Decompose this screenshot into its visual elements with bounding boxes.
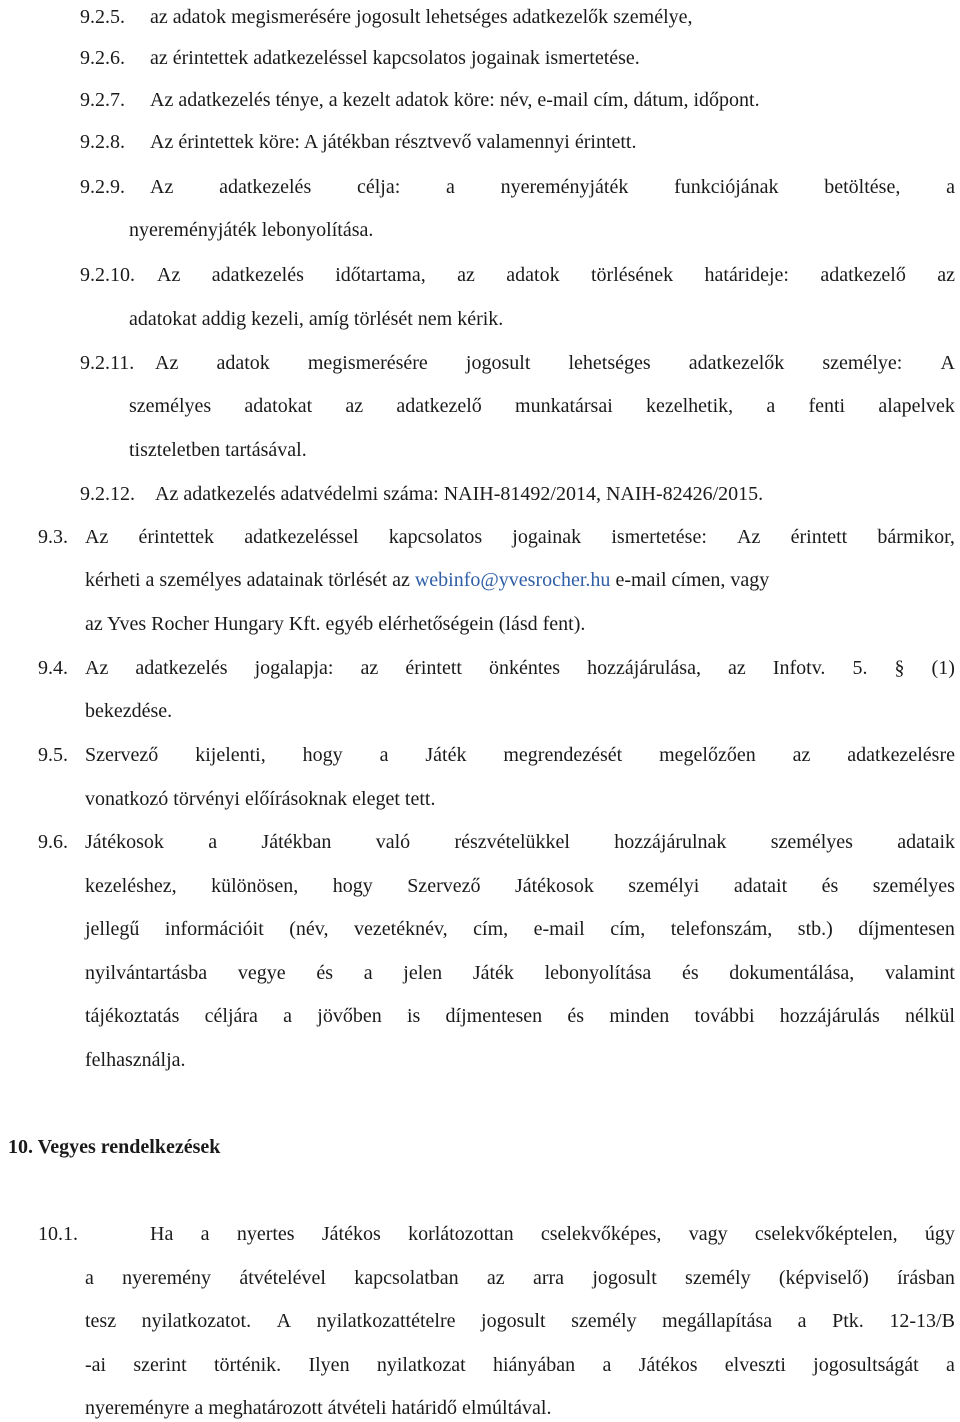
word: Infotv. xyxy=(772,657,826,679)
word: lebonyolítása xyxy=(544,962,652,984)
word: Az xyxy=(155,352,179,374)
justified-line xyxy=(85,655,955,681)
word: 5. xyxy=(852,657,868,679)
word: cselekvőképes, xyxy=(540,1223,662,1245)
word: 12-13/B xyxy=(889,1310,955,1332)
word: a xyxy=(602,1354,612,1376)
word: jogosult xyxy=(465,352,531,374)
word: az xyxy=(345,395,364,417)
word: jogosult xyxy=(481,1310,546,1332)
word: alapelvek xyxy=(878,395,955,417)
word: kezelhetik, xyxy=(645,395,734,417)
section-text: Az érintettek köre: A játékban résztvevő valamennyi érintett. xyxy=(150,131,637,153)
word: Játékos xyxy=(638,1354,698,1376)
word: úgy xyxy=(924,1223,955,1245)
section-text: az érintettek adatkezeléssel kapcsolatos jogainak ismertetése. xyxy=(150,47,640,69)
word: nyereményjáték xyxy=(500,176,629,198)
word: jogosultságát xyxy=(813,1354,919,1376)
word: A xyxy=(940,352,955,374)
section-number: 9.6. xyxy=(38,831,68,853)
section-text: az Yves Rocher Hungary Kft. egyéb elérhetőségein (lásd fent). xyxy=(85,613,586,635)
word: az xyxy=(360,657,379,679)
word: személy xyxy=(685,1267,751,1289)
word: adatkezelés xyxy=(219,176,312,198)
word: vegye xyxy=(237,962,286,984)
word: a xyxy=(283,1005,293,1027)
word: Játékban xyxy=(261,831,332,853)
section-number: 9.2.6. xyxy=(80,47,125,69)
word: megelőzően xyxy=(659,744,756,766)
word: Szervező xyxy=(407,875,481,897)
section-number: 9.2.11. xyxy=(80,352,135,374)
word: nyertes xyxy=(236,1223,295,1245)
email-link[interactable]: webinfo@yvesrocher.hu xyxy=(414,569,611,591)
section-text xyxy=(85,567,769,593)
word: megismerésére xyxy=(307,352,428,374)
word: Szervező xyxy=(85,744,159,766)
word: ismertetése: xyxy=(611,526,707,548)
word: (név, xyxy=(289,918,329,940)
word: a xyxy=(946,176,955,198)
word: Az xyxy=(157,264,181,286)
word: lehetséges xyxy=(568,352,651,374)
word: jelen xyxy=(403,962,443,984)
word: (képviselő) xyxy=(778,1267,869,1289)
word: a xyxy=(766,395,776,417)
word: információit xyxy=(164,918,264,940)
word: érintett xyxy=(405,657,462,679)
word: a xyxy=(379,744,389,766)
word: átvételével xyxy=(239,1267,326,1289)
section-text: bekezdése. xyxy=(85,700,173,722)
word: megállapítása xyxy=(662,1310,773,1332)
word: időtartama, xyxy=(335,264,426,286)
section-text: Az adatkezelés adatvédelmi száma: NAIH-81492/2014, NAIH-82426/2015. xyxy=(155,483,764,505)
word: jogosult xyxy=(592,1267,657,1289)
section-number: 9.2.9. xyxy=(80,176,125,198)
word: jellegű xyxy=(85,918,140,940)
word: hozzájárulás xyxy=(779,1005,880,1027)
word: a xyxy=(946,1354,955,1376)
word: (1) xyxy=(931,657,955,679)
word: adatkezelés xyxy=(211,264,304,286)
section-text: tiszteletben tartásával. xyxy=(129,439,307,461)
word: jövőben xyxy=(317,1005,382,1027)
word: Játékos xyxy=(321,1223,381,1245)
section-number: 10.1. xyxy=(38,1223,78,1245)
word: kijelenti, xyxy=(195,744,266,766)
section-number: 9.2.10. xyxy=(80,264,135,286)
word: személye: xyxy=(822,352,903,374)
word: elveszti xyxy=(724,1354,786,1376)
word: adatait xyxy=(733,875,788,897)
word: Játékosok xyxy=(514,875,594,897)
word: különösen, xyxy=(211,875,299,897)
word: Az xyxy=(85,526,109,548)
word: Az xyxy=(150,176,174,198)
justified-line xyxy=(85,1265,955,1291)
word: tesz xyxy=(85,1310,117,1332)
word: Ha xyxy=(150,1223,174,1245)
justified-line xyxy=(85,873,955,899)
word: a xyxy=(797,1310,807,1332)
word: Az xyxy=(737,526,761,548)
word: nyilatkozat xyxy=(376,1354,466,1376)
word: adataik xyxy=(897,831,955,853)
word: adatkezelésre xyxy=(847,744,955,766)
word: minden xyxy=(609,1005,670,1027)
word: személyes xyxy=(872,875,955,897)
word: Ptk. xyxy=(832,1310,864,1332)
section-number: 9.2.8. xyxy=(80,131,125,153)
word: a xyxy=(363,962,373,984)
justified-line xyxy=(85,742,955,768)
word: történik. xyxy=(213,1354,282,1376)
word: vezetéknév, xyxy=(354,918,448,940)
word: a xyxy=(85,1267,94,1289)
word: való xyxy=(375,831,411,853)
justified-line xyxy=(85,524,955,550)
word: a xyxy=(200,1223,210,1245)
word: adatkezelés xyxy=(135,657,228,679)
word: valamint xyxy=(884,962,955,984)
justified-line xyxy=(155,350,955,376)
section-heading: 10. Vegyes rendelkezések xyxy=(8,1136,221,1158)
word: és xyxy=(681,962,699,984)
word: díjmentesen xyxy=(858,918,955,940)
word: A xyxy=(276,1310,292,1332)
section-number: 9.2.5. xyxy=(80,6,125,28)
word: írásban xyxy=(897,1267,955,1289)
justified-line xyxy=(85,1003,955,1029)
word: fenti xyxy=(808,395,846,417)
word: kapcsolatban xyxy=(354,1267,459,1289)
word: jogainak xyxy=(512,526,582,548)
word: törlésének xyxy=(590,264,674,286)
word: is xyxy=(406,1005,421,1027)
word: vagy xyxy=(688,1223,728,1245)
word: adatokat xyxy=(244,395,313,417)
word: és xyxy=(821,875,839,897)
word: hogy xyxy=(332,875,373,897)
word: adatkezelők xyxy=(688,352,785,374)
word: hozzájárulása, xyxy=(587,657,701,679)
word: és xyxy=(567,1005,585,1027)
section-number: 9.2.7. xyxy=(80,89,125,111)
justified-line xyxy=(150,1221,955,1247)
section-text: adatokat addig kezeli, amíg törlését nem kérik. xyxy=(129,308,504,330)
word: § xyxy=(894,657,905,679)
word: szerint xyxy=(133,1354,187,1376)
word: megrendezését xyxy=(503,744,623,766)
word: a xyxy=(446,176,455,198)
word: adatok xyxy=(506,264,560,286)
section-number: 9.3. xyxy=(38,526,68,548)
justified-line xyxy=(157,262,955,288)
word: tájékoztatás xyxy=(85,1005,180,1027)
word: az xyxy=(937,264,955,286)
word: további xyxy=(694,1005,755,1027)
word: adatok xyxy=(216,352,270,374)
word: cím, xyxy=(473,918,509,940)
word: jogalapja: xyxy=(254,657,334,679)
word: stb.) xyxy=(797,918,833,940)
word: a xyxy=(208,831,218,853)
word: telefonszám, xyxy=(670,918,773,940)
word: adatkezeléssel xyxy=(244,526,359,548)
section-text: Az adatkezelés ténye, a kezelt adatok köre: név, e-mail cím, dátum, időpont. xyxy=(150,89,760,111)
word: célja: xyxy=(356,176,401,198)
word: Játék xyxy=(472,962,514,984)
word: arra xyxy=(532,1267,565,1289)
word: céljára xyxy=(204,1005,258,1027)
word: az xyxy=(457,264,475,286)
section-text: nyereményre a meghatározott átvételi határidő elmúltával. xyxy=(85,1397,552,1419)
word: Ilyen xyxy=(308,1354,350,1376)
word: cím, xyxy=(610,918,646,940)
text-after-link: e-mail címen, vagy xyxy=(610,569,770,591)
text-before-link: kérheti a személyes adatainak törlését az xyxy=(85,569,415,591)
justified-line xyxy=(85,1352,955,1378)
word: bármikor, xyxy=(877,526,955,548)
word: nyilatkozatot. xyxy=(141,1310,252,1332)
word: az xyxy=(728,657,746,679)
justified-line xyxy=(85,916,955,942)
word: díjmentesen xyxy=(445,1005,543,1027)
section-number: 9.2.12. xyxy=(80,483,135,505)
word: személyes xyxy=(770,831,853,853)
word: az xyxy=(486,1267,505,1289)
word: személyi xyxy=(628,875,700,897)
word: az xyxy=(792,744,811,766)
word: hiányában xyxy=(492,1354,576,1376)
word: nyeremény xyxy=(122,1267,212,1289)
word: érintett xyxy=(790,526,848,548)
word: e-mail xyxy=(533,918,585,940)
word: dokumentálása, xyxy=(729,962,855,984)
word: betöltése, xyxy=(824,176,901,198)
word: személyes xyxy=(129,395,212,417)
justified-line xyxy=(129,393,955,419)
section-text: nyereményjáték lebonyolítása. xyxy=(129,219,374,241)
section-text: az adatok megismerésére jogosult lehetséges adatkezelők személye, xyxy=(150,6,693,28)
word: hozzájárulnak xyxy=(614,831,727,853)
word: kezeléshez, xyxy=(85,875,177,897)
word: Játékosok xyxy=(85,831,164,853)
justified-line xyxy=(150,174,955,200)
justified-line xyxy=(85,829,955,855)
word: adatkezelő xyxy=(820,264,906,286)
word: kapcsolatos xyxy=(388,526,483,548)
word: önkéntes xyxy=(489,657,561,679)
word: funkciójának xyxy=(674,176,779,198)
word: adatkezelő xyxy=(396,395,482,417)
word: részvételükkel xyxy=(454,831,570,853)
section-number: 9.4. xyxy=(38,657,68,679)
word: Játék xyxy=(425,744,467,766)
justified-line xyxy=(85,1308,955,1334)
word: személy xyxy=(571,1310,637,1332)
justified-line xyxy=(85,960,955,986)
word: -ai xyxy=(85,1354,107,1376)
word: korlátozottan xyxy=(408,1223,514,1245)
word: hogy xyxy=(302,744,343,766)
word: munkatársai xyxy=(515,395,613,417)
section-text: felhasználja. xyxy=(85,1049,186,1071)
section-number: 9.5. xyxy=(38,744,68,766)
word: Az xyxy=(85,657,109,679)
word: nélkül xyxy=(904,1005,955,1027)
word: nyilvántartásba xyxy=(85,962,208,984)
word: határideje: xyxy=(704,264,789,286)
word: nyilatkozattételre xyxy=(316,1310,456,1332)
word: cselekvőképtelen, xyxy=(754,1223,898,1245)
word: és xyxy=(316,962,333,984)
section-text: vonatkozó törvényi előírásoknak eleget tett. xyxy=(85,788,436,810)
word: érintettek xyxy=(138,526,215,548)
